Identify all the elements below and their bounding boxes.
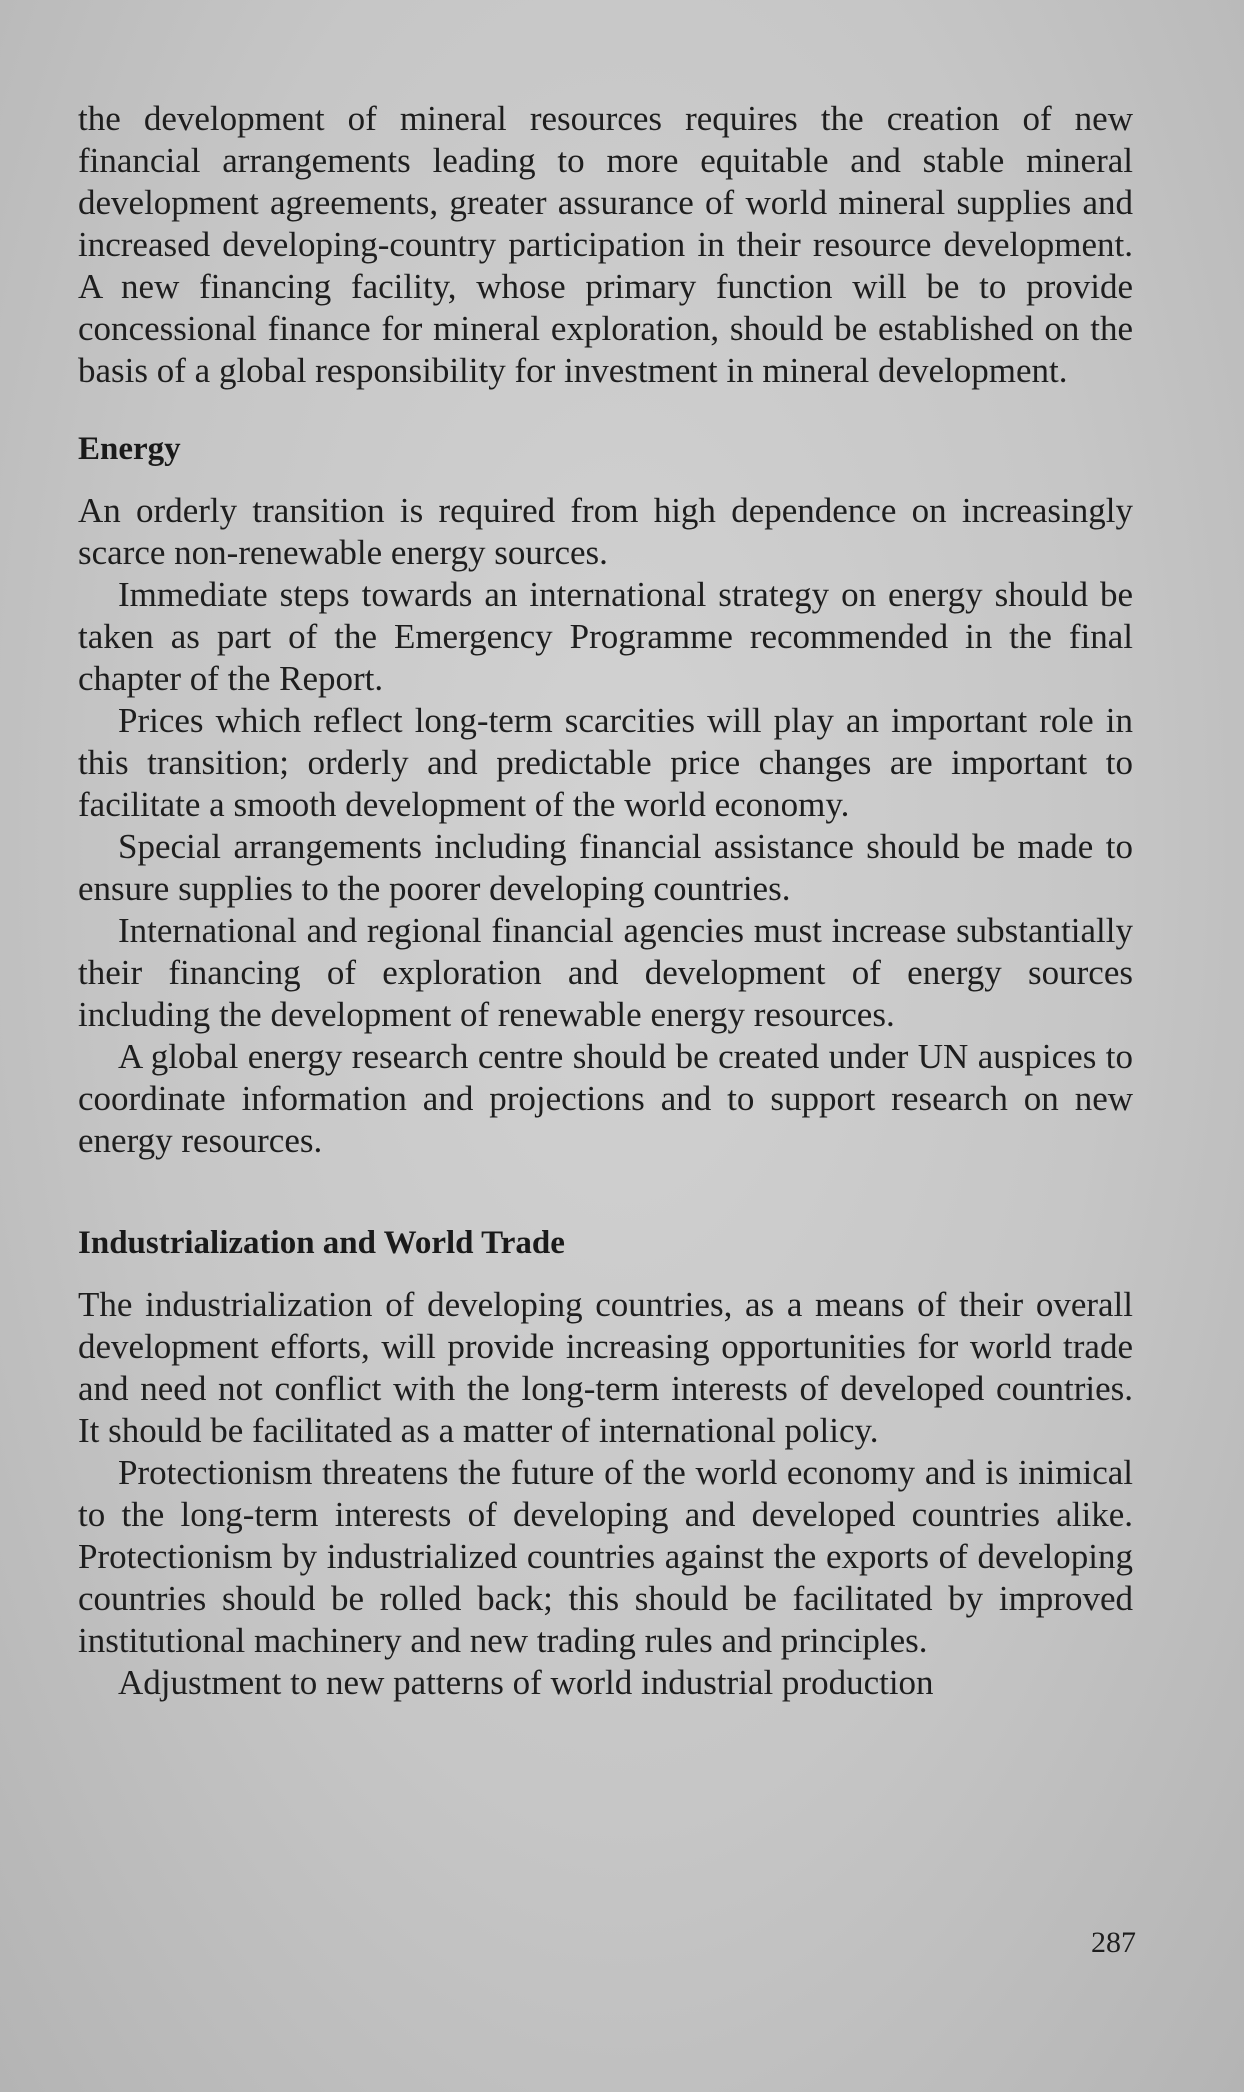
industrialization-paragraph-3: Adjustment to new patterns of world industrial production (118, 1663, 934, 1702)
energy-paragraph-1: An orderly transition is required from high dependence on increasingly scarce non-renewable energy sources. (78, 491, 1133, 572)
page-number: 287 (1091, 1926, 1136, 1959)
energy-paragraph-3: Prices which reflect long-term scarcities will play an important role in this transition; orderly and predictable price changes are important to facilitate a smooth development of the world economy. (78, 701, 1133, 824)
energy-paragraph-4: Special arrangements including financial assistance should be made to ensure supplies to the poorer developing countries. (78, 827, 1133, 908)
industrialization-heading: Industrialization and World Trade (78, 1225, 565, 1261)
energy-paragraph-6: A global energy research centre should be created under UN auspices to coordinate information and projections and to support research on new energy resources. (78, 1037, 1133, 1160)
energy-paragraph-2: Immediate steps towards an international strategy on energy should be taken as part of the Emergency Programme recommended in the final chapter of the Report. (78, 575, 1133, 698)
energy-heading: Energy (78, 431, 181, 467)
energy-paragraph-5: International and regional financial agencies must increase substantially their financing of exploration and development of energy sources including the development of renewable energy resources. (78, 911, 1133, 1034)
industrialization-paragraph-1: The industrialization of developing countries, as a means of their overall development efforts, will provide increasing opportunities for world trade and need not conflict with the long-term interests of developed countries. It should be facilitated as a matter of international policy. (78, 1285, 1133, 1450)
industrialization-paragraph-2: Protectionism threatens the future of the world economy and is inimical to the long-term interests of developing and developed countries alike. Protectionism by industrialized countries against the exports of developing countries should be rolled back; this should be facilitated by improved institutional machinery and new trading rules and principles. (78, 1453, 1133, 1660)
opening-paragraph: the development of mineral resources requires the creation of new financial arrangements leading to more equitable and stable mineral development agreements, greater assurance of world mineral supplies and increased developing-country participation in their resource development. A new financing facility, whose primary function will be to provide concessional finance for mineral exploration, should be established on the basis of a global responsibility for investment in mineral development. (78, 99, 1133, 390)
page-body (78, 98, 1133, 1704)
